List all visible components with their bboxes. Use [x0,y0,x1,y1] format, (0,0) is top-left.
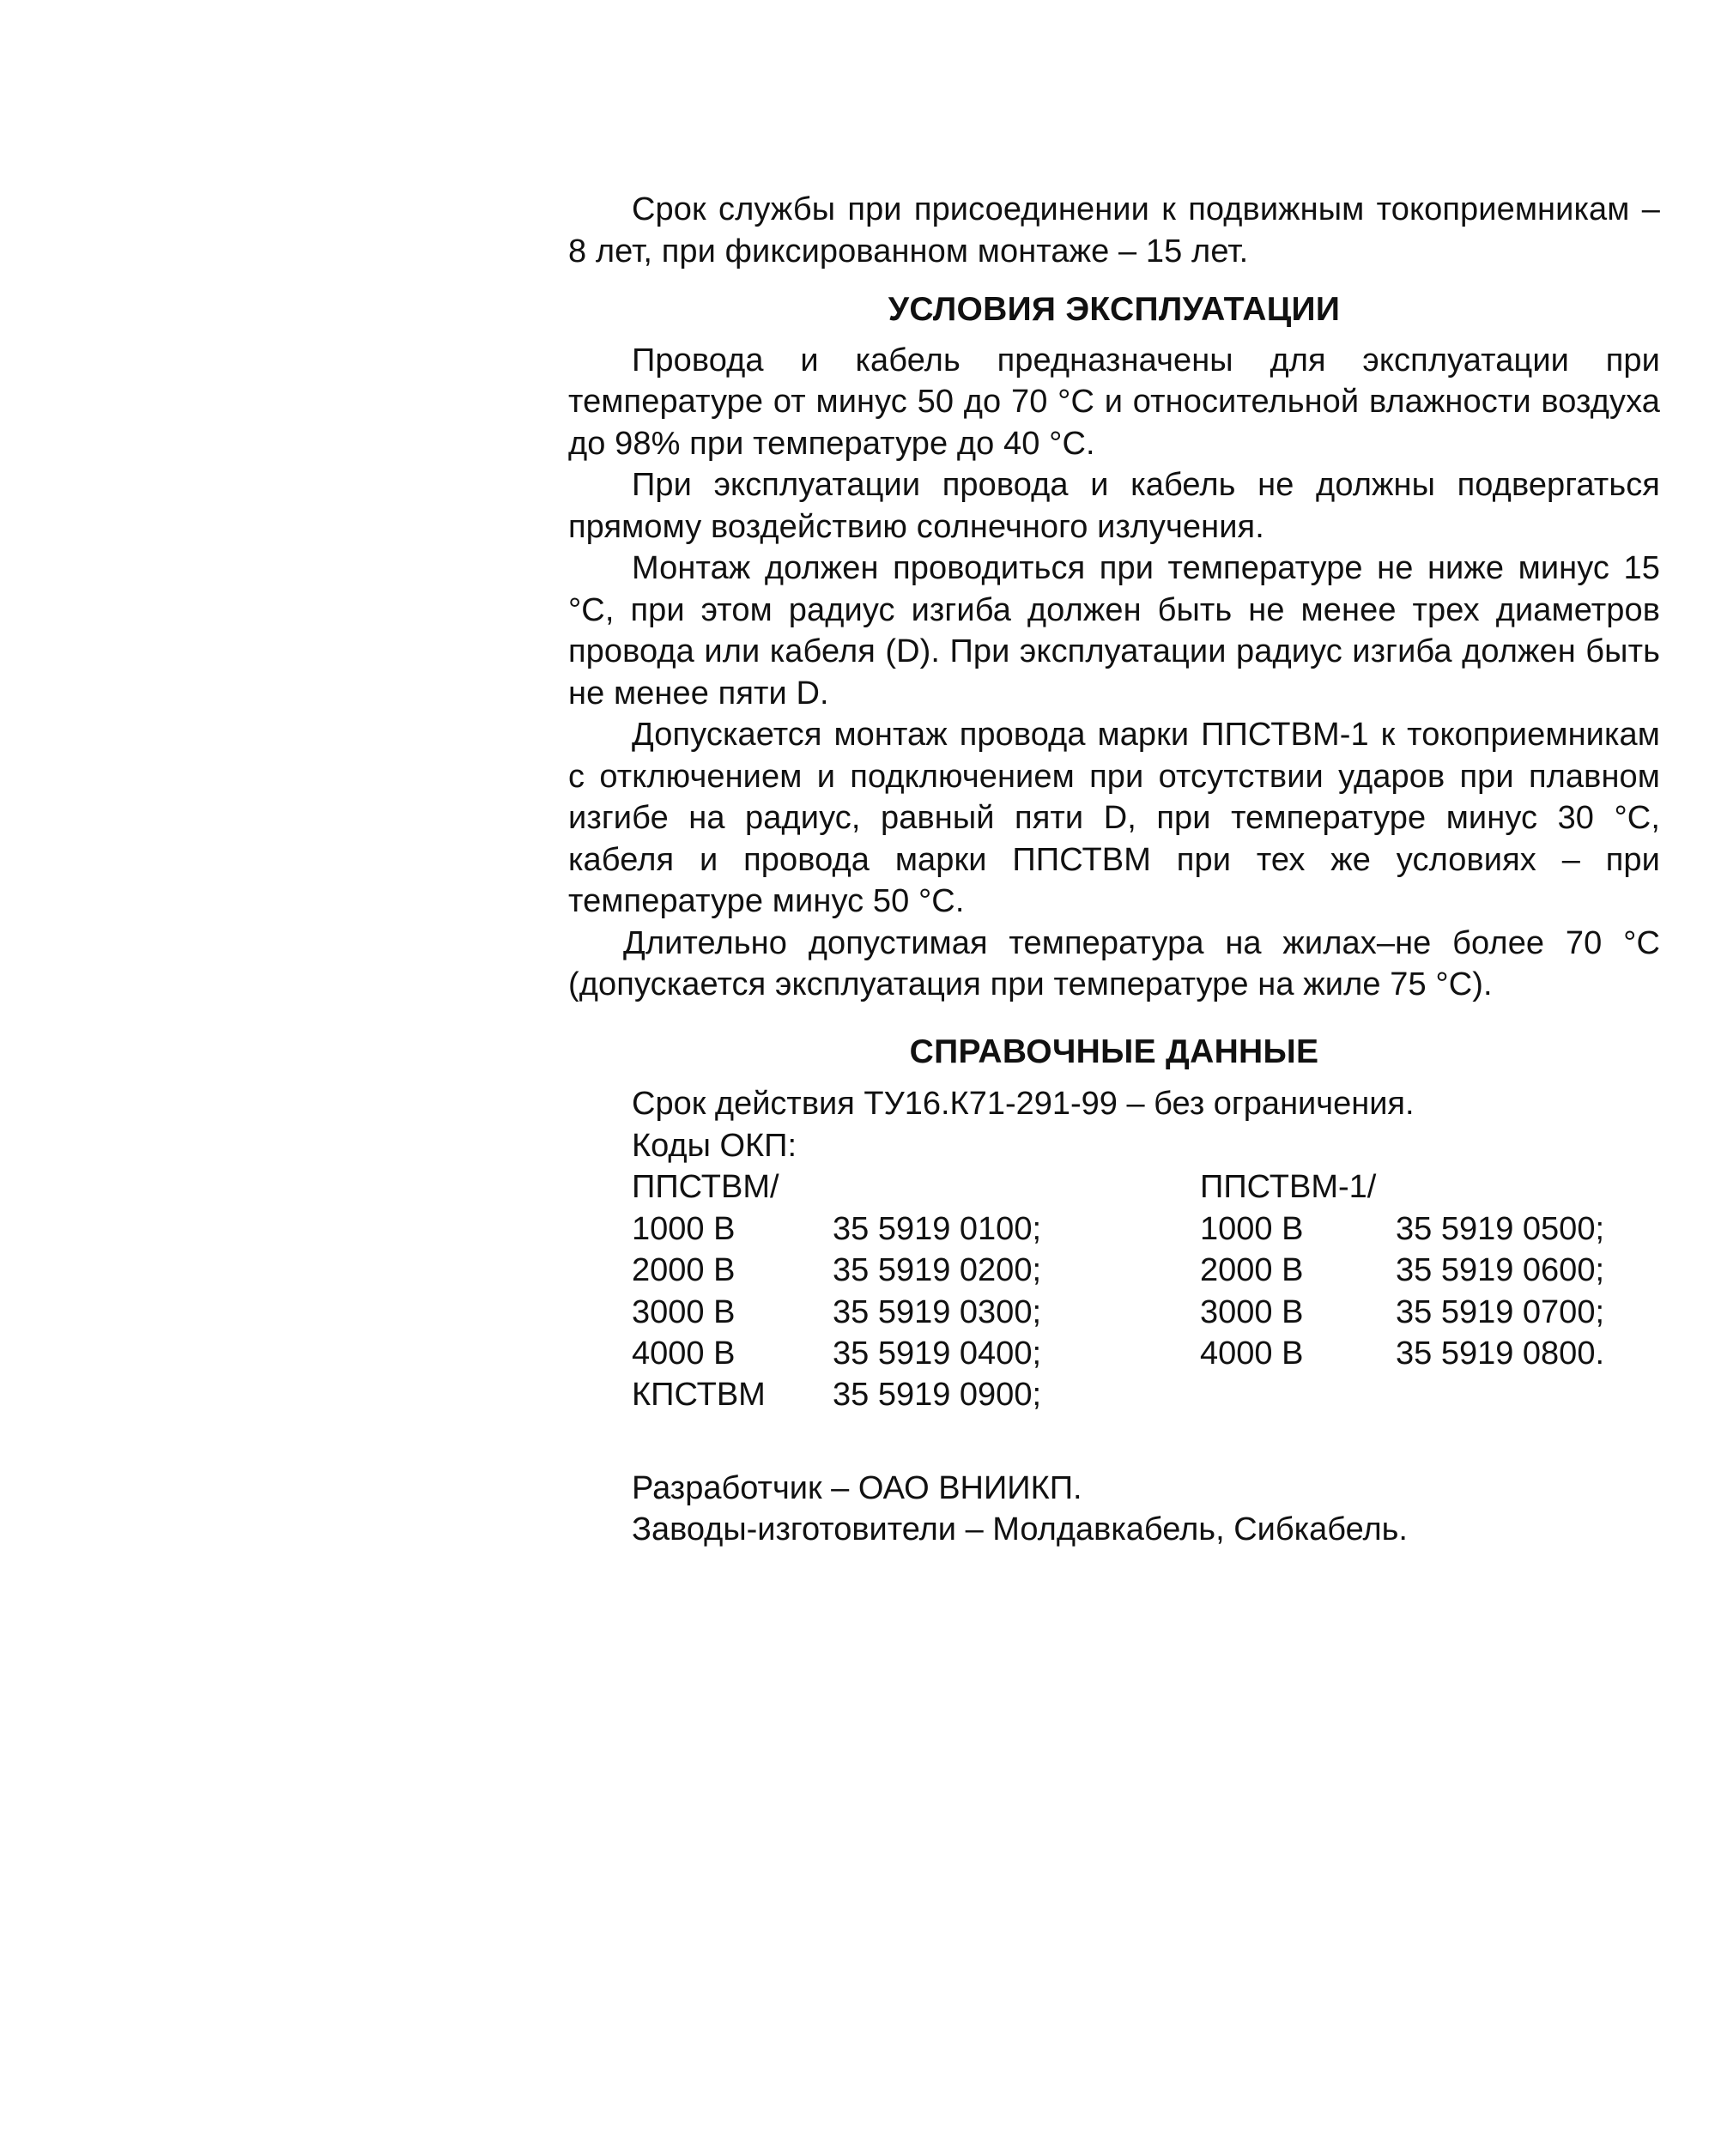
code-row [632,1333,1042,1375]
okp-code: 35 5919 0400; [833,1335,1042,1372]
okp-codes-table [632,1166,1660,1374]
voltage-label: 4000 В [632,1335,736,1372]
conditions-paragraph-3: Монтаж должен проводиться при температуре не ниже минус 15 °С, при этом радиус изгиба должен быть не менее трех диаметров провода или кабеля (D). При эксплуатации радиус изгиба должен быть не менее пяти D. [568,550,1660,712]
cable-name: КПСТВМ [632,1377,766,1413]
okp-code: 35 5919 0900; [833,1377,1042,1413]
okp-codes-column-ppstvm-1 [1200,1166,1605,1375]
okp-code: 35 5919 0100; [833,1210,1042,1247]
document-page [568,189,1660,1551]
okp-codes-column-ppstvm [632,1166,1042,1375]
code-row [1200,1208,1605,1251]
code-row [1200,1250,1605,1292]
service-life-paragraph: Срок службы при присоединении к подвижным токоприемникам – 8 лет, при фиксированном монтаже – 15 лет. [568,191,1660,270]
voltage-label: 2000 В [632,1252,736,1288]
code-row [632,1208,1042,1251]
manufacturers-line: Заводы-изготовители – Молдавкабель, Сибкабель. [632,1511,1408,1547]
voltage-label: 1000 В [632,1210,736,1247]
voltage-label: 1000 В [1200,1210,1304,1247]
code-column-title: ППСТВМ/ [632,1169,779,1205]
reference-block [568,1083,1660,1551]
code-row [632,1250,1042,1292]
code-row [1200,1292,1605,1334]
tu-validity-line: Срок действия ТУ16.К71-291-99 – без ограничения. [632,1086,1415,1122]
section-heading-conditions: УСЛОВИЯ ЭКСПЛУАТАЦИИ [888,291,1341,328]
conditions-paragraph-4: Допускается монтаж провода марки ППСТВМ-1 к токоприемникам с отключением и подключением при отсутствии ударов при плавном изгибе на радиус, равный пяти D, при температуре минус 30 °С, кабеля и провода марки ППСТВМ при тех же условиях – при температуре минус 50 °С. [568,717,1660,919]
okp-code: 35 5919 0300; [833,1293,1042,1330]
code-row [632,1292,1042,1334]
okp-code: 35 5919 0600; [1396,1252,1605,1288]
okp-code: 35 5919 0700; [1396,1293,1605,1330]
voltage-label: 3000 В [1200,1293,1304,1330]
voltage-label: 4000 В [1200,1335,1304,1372]
conditions-paragraph-1: Провода и кабель предназначены для эксплуатации при температуре от минус 50 до 70 °С и относительной влажности воздуха до 98% при температуре до 40 °С. [568,342,1660,462]
conditions-paragraph-2: При эксплуатации провода и кабель не должны подвергаться прямому воздействию солнечного излучения. [568,467,1660,545]
code-row [1200,1333,1605,1375]
voltage-label: 3000 В [632,1293,736,1330]
okp-codes-label: Коды ОКП: [632,1127,797,1164]
code-column-title: ППСТВМ-1/ [1200,1169,1377,1205]
okp-code: 35 5919 0800. [1396,1335,1605,1372]
kpstvm-code-row [632,1374,1660,1416]
conditions-paragraph-5: Длительно допустимая температура на жилах–не более 70 °С (допускается эксплуатация при температуре на жиле 75 °С). [568,924,1660,1002]
section-heading-reference: СПРАВОЧНЫЕ ДАННЫЕ [909,1033,1319,1070]
okp-code: 35 5919 0500; [1396,1210,1605,1247]
voltage-label: 2000 В [1200,1252,1304,1288]
credits-block [632,1468,1660,1551]
okp-code: 35 5919 0200; [833,1252,1042,1288]
developer-line: Разработчик – ОАО ВНИИКП. [632,1469,1082,1506]
